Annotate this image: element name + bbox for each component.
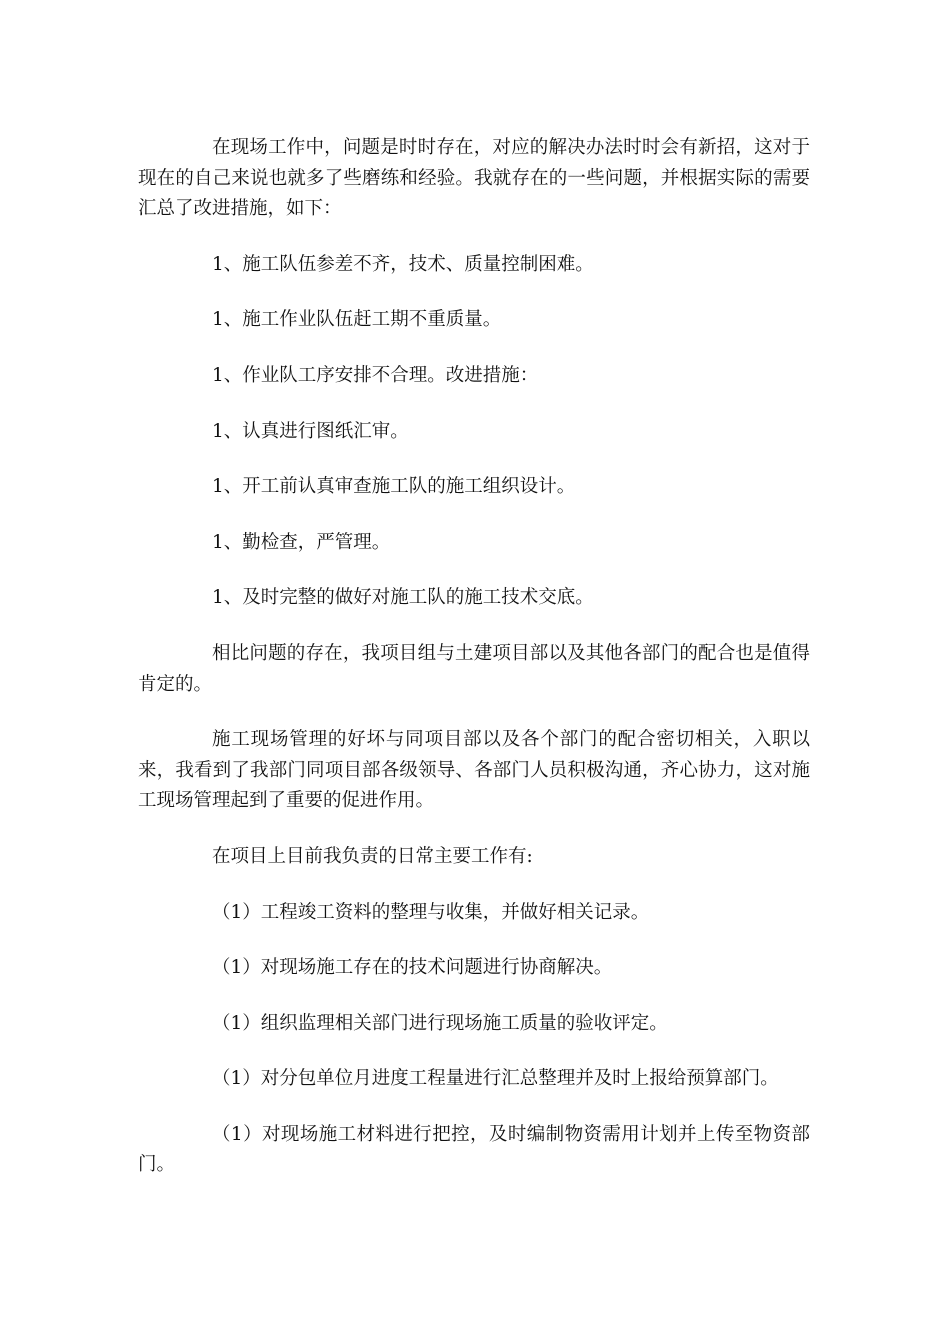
duty-item: （1）对现场施工存在的技术问题进行协商解决。 [212, 957, 613, 979]
measure-item: 1、及时完整的做好对施工队的施工技术交底。 [212, 587, 594, 609]
management-paragraph: 施工现场管理的好坏与同项目部以及各个部门的配合密切相关，入职以来，我看到了我部门同项目部各级领导、各部门人员积极沟通，齐心协力，这对施工现场管理起到了重要的促进作用。 [138, 729, 810, 812]
problem-item: 1、施工作业队伍赶工期不重质量。 [212, 309, 502, 331]
duty-item: （1）组织监理相关部门进行现场施工质量的验收评定。 [212, 1012, 668, 1034]
problem-item: 1、施工队伍参差不齐，技术、质量控制困难。 [212, 253, 594, 275]
duty-item: （1）对现场施工材料进行把控，及时编制物资需用计划并上传至物资部门。 [138, 1123, 810, 1176]
measure-item: 1、认真进行图纸汇审。 [212, 420, 409, 442]
cooperation-paragraph: 相比问题的存在，我项目组与土建项目部以及其他各部门的配合也是值得肯定的。 [138, 642, 810, 695]
duty-item: （1）对分包单位月进度工程量进行汇总整理并及时上报给预算部门。 [212, 1068, 779, 1090]
document-body [138, 133, 810, 1181]
problem-item: 1、作业队工序安排不合理。改进措施： [212, 364, 539, 386]
measure-item: 1、开工前认真审查施工队的施工组织设计。 [212, 476, 576, 498]
duty-item: （1）工程竣工资料的整理与收集，并做好相关记录。 [212, 901, 650, 923]
measure-item: 1、勤检查，严管理。 [212, 531, 391, 553]
intro-paragraph: 在现场工作中，问题是时时存在，对应的解决办法时时会有新招，这对于现在的自己来说也就多了些磨练和经验。我就存在的一些问题，并根据实际的需要汇总了改进措施，如下： [138, 137, 810, 220]
duties-heading: 在项目上目前我负责的日常主要工作有: [212, 845, 533, 867]
